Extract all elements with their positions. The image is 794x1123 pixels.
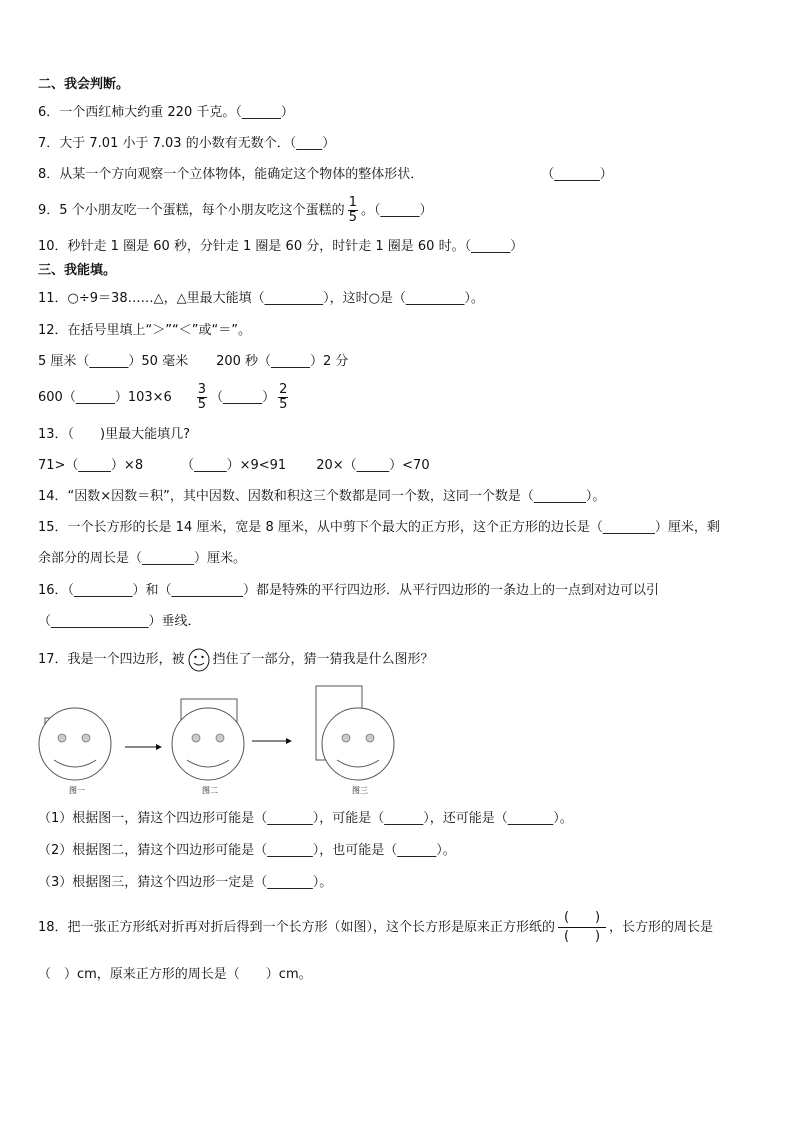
q13-part-c: 20×（_____）<70 — [316, 458, 430, 473]
figure-2-caption: 图二 — [202, 786, 218, 795]
fraction-3-5 — [197, 383, 207, 412]
question-17-text-b: 挡住了一部分，猜一猜我是什么图形？ — [212, 652, 434, 667]
fraction-numerator: 2 — [279, 382, 288, 397]
question-10: 10．秒针走 1 圈是 60 秒，分针走 1 圈是 60 分，时针走 1 圈是 60 时。（______） — [38, 239, 524, 254]
compare-cm-mm: 5 厘米（______）50 毫米 — [38, 354, 189, 369]
q13-part-b: （_____）×9<91 — [181, 458, 287, 473]
fraction-denominator: 5 — [279, 397, 288, 412]
q13-part-a: 71>（_____）×8 — [38, 458, 144, 473]
question-7: 7．大于 7.01 小于 7.03 的小数有无数个．（____） — [38, 136, 336, 151]
compare-600: 600（______）103×6 — [38, 390, 172, 405]
question-12-row-2 — [38, 378, 291, 418]
question-17 — [38, 645, 434, 675]
question-17-text-a: 17．我是一个四边形，被 — [38, 652, 185, 667]
figure-3-caption: 图三 — [352, 786, 368, 795]
figure-1-caption: 图一 — [69, 786, 85, 795]
question-11: 11．○÷9＝38……△，△里最大能填（_________），这时○是（_________）。 — [38, 291, 484, 306]
question-17-sub-3: （3）根据图三，猜这个四边形一定是（_______）。 — [38, 875, 333, 890]
question-18-text-a: 18．把一张正方形纸对折再对折后得到一个长方形（如图），这个长方形是原来正方形纸的 — [38, 920, 556, 935]
fraction-numerator: 1 — [348, 195, 357, 210]
question-15-line-1: 15．一个长方形的长是 14 厘米，宽是 8 厘米，从中剪下个最大的正方形，这个正方形的边长是（________）厘米，剩 — [38, 520, 720, 535]
fraction-denominator: 5 — [197, 397, 207, 412]
fraction-2-5 — [278, 383, 288, 412]
question-13: 13．（ )里最大能填几? — [38, 427, 191, 442]
question-9-blank: 。（______） — [360, 203, 433, 218]
figure-3-shape — [316, 686, 394, 780]
question-17-figures — [36, 682, 408, 792]
arrow-1-icon — [125, 744, 162, 750]
question-17-sub-1: （1）根据图一，猜这个四边形可能是（_______），可能是（______），还可能是（_______）。 — [38, 811, 573, 826]
fraction-numerator-blank: ( ) — [558, 909, 606, 928]
fraction-numerator: 3 — [197, 382, 207, 397]
question-16-line-1: 16．（_________）和（___________）都是特殊的平行四边形．从平行四边形的一条边上的一点到对边可以引 — [38, 583, 660, 598]
compare-fraction-blank: （______） — [210, 390, 276, 405]
fraction-denominator-blank: ( ) — [563, 929, 601, 944]
section-3-title: 三、我能填。 — [38, 263, 117, 278]
blank-fraction — [558, 909, 606, 946]
question-12: 12．在括号里填上“＞”“＜”或“＝”。 — [38, 323, 251, 338]
question-15-line-2: 余部分的周长是（________）厘米。 — [38, 551, 247, 566]
question-8 — [38, 166, 613, 184]
question-18-text-b: ，长方形的周长是 — [609, 920, 714, 935]
question-13-row — [38, 457, 430, 475]
question-18-line-1 — [38, 906, 713, 950]
fraction-1-5 — [348, 196, 358, 225]
arrow-2-icon — [252, 738, 292, 744]
question-17-sub-2: （2）根据图二，猜这个四边形可能是（_______），也可能是（______）。 — [38, 843, 456, 858]
question-6: 6．一个西红柿大约重 220 千克。（______） — [38, 105, 294, 120]
question-9-text: 9．5 个小朋友吃一个蛋糕，每个小朋友吃这个蛋糕的 — [38, 203, 345, 218]
question-9 — [38, 196, 432, 226]
figure-1-shape — [39, 708, 111, 780]
question-12-row-1 — [38, 353, 348, 371]
question-18-line-2: （ ）cm，原来正方形的周长是（ ）cm。 — [38, 967, 312, 982]
fraction-denominator: 5 — [348, 210, 357, 225]
question-8-text: 8．从某一个方向观察一个立体物体，能确定这个物体的整体形状． — [38, 167, 424, 182]
question-8-blank: （_______） — [541, 167, 613, 182]
figure-2-shape — [172, 699, 244, 780]
question-16-line-2: （_______________）垂线． — [38, 614, 201, 629]
compare-sec-min: 200 秒（______）2 分 — [216, 354, 349, 369]
section-2-title: 二、我会判断。 — [38, 77, 130, 92]
smiley-face-icon — [188, 648, 210, 672]
question-14: 14．“因数×因数＝积”，其中因数、因数和积这三个数都是同一个数，这同一个数是（________）。 — [38, 489, 606, 504]
